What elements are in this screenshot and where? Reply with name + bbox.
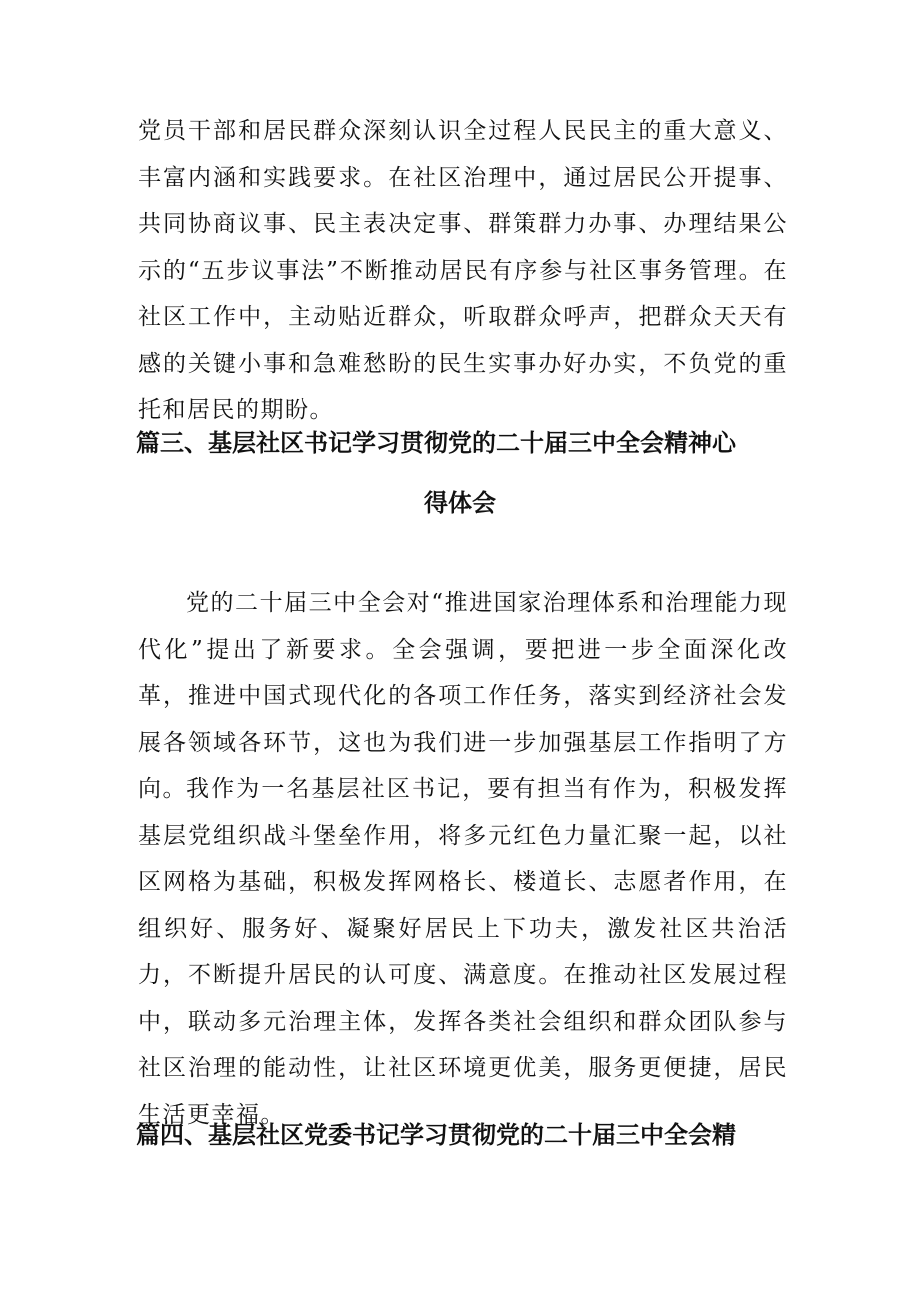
paragraph-continued: 党员干部和居民群众深刻认识全过程人民民主的重大意义、丰富内涵和实践要求。在社区治理中，通过居民公开提事、共同协商议事、民主表决定事、群策群力办事、办理结果公示的“五步议事法”不断推动居民有序参与社区事务管理。在社区工作中，主动贴近群众，听取群众呼声，把群众天天有感的关键小事和急难愁盼的民生实事办好办实，不负党的重托和居民的期盼。 — [138, 118, 788, 423]
section-3-title-line-1: 篇三、基层社区书记学习贯彻党的二十届三中全会精神心 — [136, 429, 736, 457]
section-3-paragraph-1: 党的二十届三中全会对“推进国家治理体系和治理能力现代化”提出了新要求。全会强调，要把进一步全面深化改革，推进中国式现代化的各项工作任务，落实到经济社会发展各领域各环节，这也为我们进一步加强基层工作指明了方向。 — [138, 590, 788, 802]
section-3-title-line-2: 得体会 — [424, 489, 496, 517]
section-3-paragraph-2: 我作为一名基层社区书记，要有担当有作为，积极发挥基层党组织战斗堡垒作用，将多元红色力量汇聚一起，以社区网格为基础，积极发挥网格长、楼道长、志愿者作用，在组织好、服务好、凝聚好居民上下功夫，激发社区共治活力，不断提升居民的认可度、满意度。在推动社区发展过程中，联动多元治理主体，发挥各类社会组织和群众团队参与社区治理的能动性，让社区环境更优美，服务更便捷，居民生活更幸福。 — [138, 776, 788, 1128]
section-4-title-line-1: 篇四、基层社区党委书记学习贯彻党的二十届三中全会精 — [136, 1121, 736, 1149]
